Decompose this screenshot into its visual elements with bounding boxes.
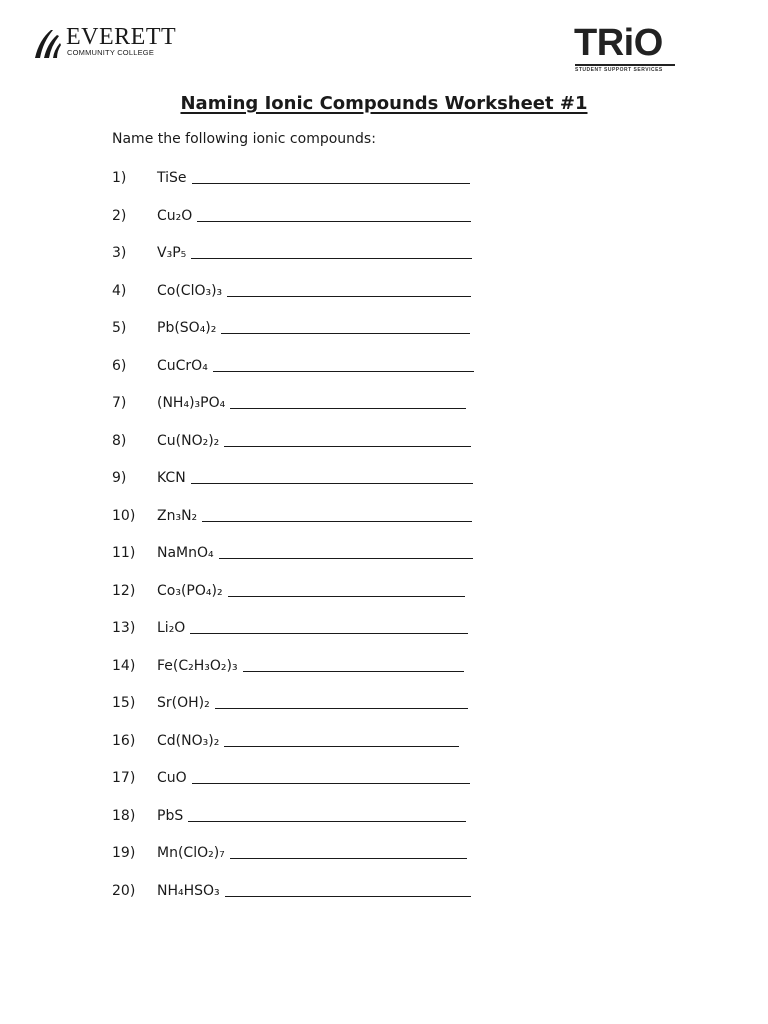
question-number: 18)	[112, 808, 136, 824]
answer-blank[interactable]	[227, 282, 471, 297]
chemical-formula: CuO	[157, 770, 187, 786]
chemical-formula: Co₃(PO₄)₂	[157, 583, 223, 599]
question-number: 11)	[112, 545, 136, 561]
answer-blank[interactable]	[230, 844, 467, 859]
answer-blank[interactable]	[213, 357, 474, 372]
chemical-formula: PbS	[157, 808, 184, 824]
chemical-formula: NH₄HSO₃	[157, 883, 220, 899]
everett-logo	[33, 24, 177, 59]
question-item	[112, 505, 472, 527]
answer-blank[interactable]	[188, 807, 466, 822]
question-item	[112, 617, 468, 639]
question-item	[112, 467, 473, 489]
question-number: 20)	[112, 883, 136, 899]
chemical-formula: Zn₃N₂	[157, 508, 198, 524]
answer-blank[interactable]	[192, 769, 470, 784]
question-item	[112, 167, 470, 189]
question-number: 4)	[112, 283, 127, 299]
answer-blank[interactable]	[215, 694, 468, 709]
question-number: 12)	[112, 583, 136, 599]
question-item	[112, 280, 471, 302]
question-item	[112, 392, 466, 414]
question-number: 16)	[112, 733, 136, 749]
question-item	[112, 880, 471, 902]
question-number: 6)	[112, 358, 127, 374]
worksheet-title: Naming Ionic Compounds Worksheet #1	[180, 93, 588, 114]
answer-blank[interactable]	[191, 469, 473, 484]
answer-blank[interactable]	[197, 207, 471, 222]
answer-blank[interactable]	[228, 582, 465, 597]
question-number: 15)	[112, 695, 136, 711]
question-number: 10)	[112, 508, 136, 524]
chemical-formula: V₃P₅	[157, 245, 187, 261]
chemical-formula: Cu(NO₂)₂	[157, 433, 220, 449]
instructions: Name the following ionic compounds:	[112, 131, 376, 147]
question-number: 7)	[112, 395, 127, 411]
chemical-formula: Mn(ClO₂)₇	[157, 845, 225, 861]
question-item	[112, 842, 467, 864]
question-number: 13)	[112, 620, 136, 636]
question-number: 5)	[112, 320, 127, 336]
answer-blank[interactable]	[190, 619, 468, 634]
chemical-formula: Pb(SO₄)₂	[157, 320, 217, 336]
answer-blank[interactable]	[192, 169, 470, 184]
question-number: 2)	[112, 208, 127, 224]
college-subtitle: COMMUNITY COLLEGE	[67, 48, 155, 57]
question-item	[112, 580, 465, 602]
question-item	[112, 655, 464, 677]
question-number: 8)	[112, 433, 127, 449]
chemical-formula: NaMnO₄	[157, 545, 214, 561]
question-number: 17)	[112, 770, 136, 786]
question-item	[112, 430, 471, 452]
answer-blank[interactable]	[219, 544, 473, 559]
chemical-formula: Cd(NO₃)₂	[157, 733, 220, 749]
question-item	[112, 205, 471, 227]
question-item	[112, 730, 459, 752]
chemical-formula: Cu₂O	[157, 208, 193, 224]
trio-logo	[574, 22, 678, 74]
college-name: EVERETT	[66, 24, 177, 50]
everett-mark-icon	[33, 28, 61, 58]
chemical-formula: CuCrO₄	[157, 358, 208, 374]
question-number: 19)	[112, 845, 136, 861]
program-name: TRiO	[574, 22, 663, 64]
answer-blank[interactable]	[230, 394, 466, 409]
chemical-formula: (NH₄)₃PO₄	[157, 395, 226, 411]
question-number: 1)	[112, 170, 127, 186]
chemical-formula: Sr(OH)₂	[157, 695, 210, 711]
question-item	[112, 317, 470, 339]
question-item	[112, 692, 468, 714]
answer-blank[interactable]	[221, 319, 470, 334]
chemical-formula: Co(ClO₃)₃	[157, 283, 223, 299]
answer-blank[interactable]	[224, 732, 459, 747]
chemical-formula: TiSe	[157, 170, 187, 186]
question-number: 3)	[112, 245, 127, 261]
answer-blank[interactable]	[202, 507, 472, 522]
question-item	[112, 542, 473, 564]
question-item	[112, 767, 470, 789]
program-subtitle: STUDENT SUPPORT SERVICES	[575, 67, 663, 73]
answer-blank[interactable]	[225, 882, 471, 897]
answer-blank[interactable]	[243, 657, 464, 672]
answer-blank[interactable]	[191, 244, 472, 259]
answer-blank[interactable]	[224, 432, 471, 447]
logo-divider	[575, 64, 675, 66]
question-item	[112, 355, 474, 377]
chemical-formula: Fe(C₂H₃O₂)₃	[157, 658, 238, 674]
question-number: 14)	[112, 658, 136, 674]
chemical-formula: KCN	[157, 470, 186, 486]
question-item	[112, 805, 466, 827]
question-number: 9)	[112, 470, 127, 486]
chemical-formula: Li₂O	[157, 620, 186, 636]
question-item	[112, 242, 472, 264]
